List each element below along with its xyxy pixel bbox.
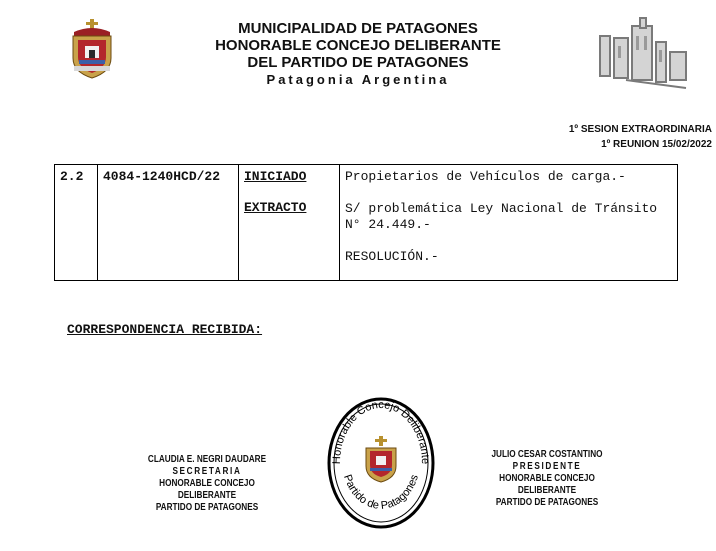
item-number: 2.2: [55, 165, 98, 281]
signer-role: SECRETARIA: [172, 466, 242, 477]
item-details: [340, 165, 678, 281]
label-extracto: EXTRACTO: [244, 200, 307, 215]
seal-top-text: Honorable Concejo Deliberante: [330, 398, 432, 465]
iniciado-text: Propietarios de Vehículos de carga.-: [345, 169, 626, 184]
signer-org: HONORABLE CONCEJO DELIBERANTE: [499, 473, 595, 496]
seal-bottom-text: Partido de Patagones: [341, 473, 421, 513]
correspondence-heading: CORRESPONDENCIA RECIBIDA:: [67, 322, 263, 337]
official-seal: [326, 396, 436, 530]
signer-name: JULIO CESAR COSTANTINO: [491, 449, 603, 460]
header-municipality: MUNICIPALIDAD DE PATAGONES: [238, 20, 478, 37]
session-info: [569, 122, 712, 152]
session-title: 1º SESION EXTRAORDINARIA: [568, 124, 712, 135]
agenda-table: [54, 164, 678, 281]
letterhead: [0, 20, 716, 89]
item-labels: [239, 165, 340, 281]
session-meeting: 1º REUNION 15/02/2022: [601, 139, 712, 150]
seal-crest-icon: [366, 436, 396, 482]
signature-president: [474, 449, 620, 509]
signer-district: PARTIDO DE PATAGONES: [155, 502, 259, 513]
table-row: [55, 165, 678, 281]
header-council: HONORABLE CONCEJO DELIBERANTE: [215, 37, 501, 54]
header-district: DEL PARTIDO DE PATAGONES: [247, 54, 469, 71]
resolucion-text: RESOLUCIÓN.-: [345, 249, 439, 264]
label-iniciado: INICIADO: [244, 169, 307, 184]
file-number: 4084-1240HCD/22: [98, 165, 239, 281]
header-region: Patagonia Argentina: [266, 72, 450, 87]
signer-district: PARTIDO DE PATAGONES: [495, 497, 599, 508]
extracto-text: S/ problemática Ley Nacional de Tránsito N° 24.449.-: [345, 201, 658, 232]
signature-secretary: [134, 454, 280, 514]
signer-name: CLAUDIA E. NEGRI DAUDARE: [147, 454, 267, 465]
signer-org: HONORABLE CONCEJO DELIBERANTE: [159, 478, 255, 501]
signer-role: PRESIDENTE: [512, 461, 582, 472]
